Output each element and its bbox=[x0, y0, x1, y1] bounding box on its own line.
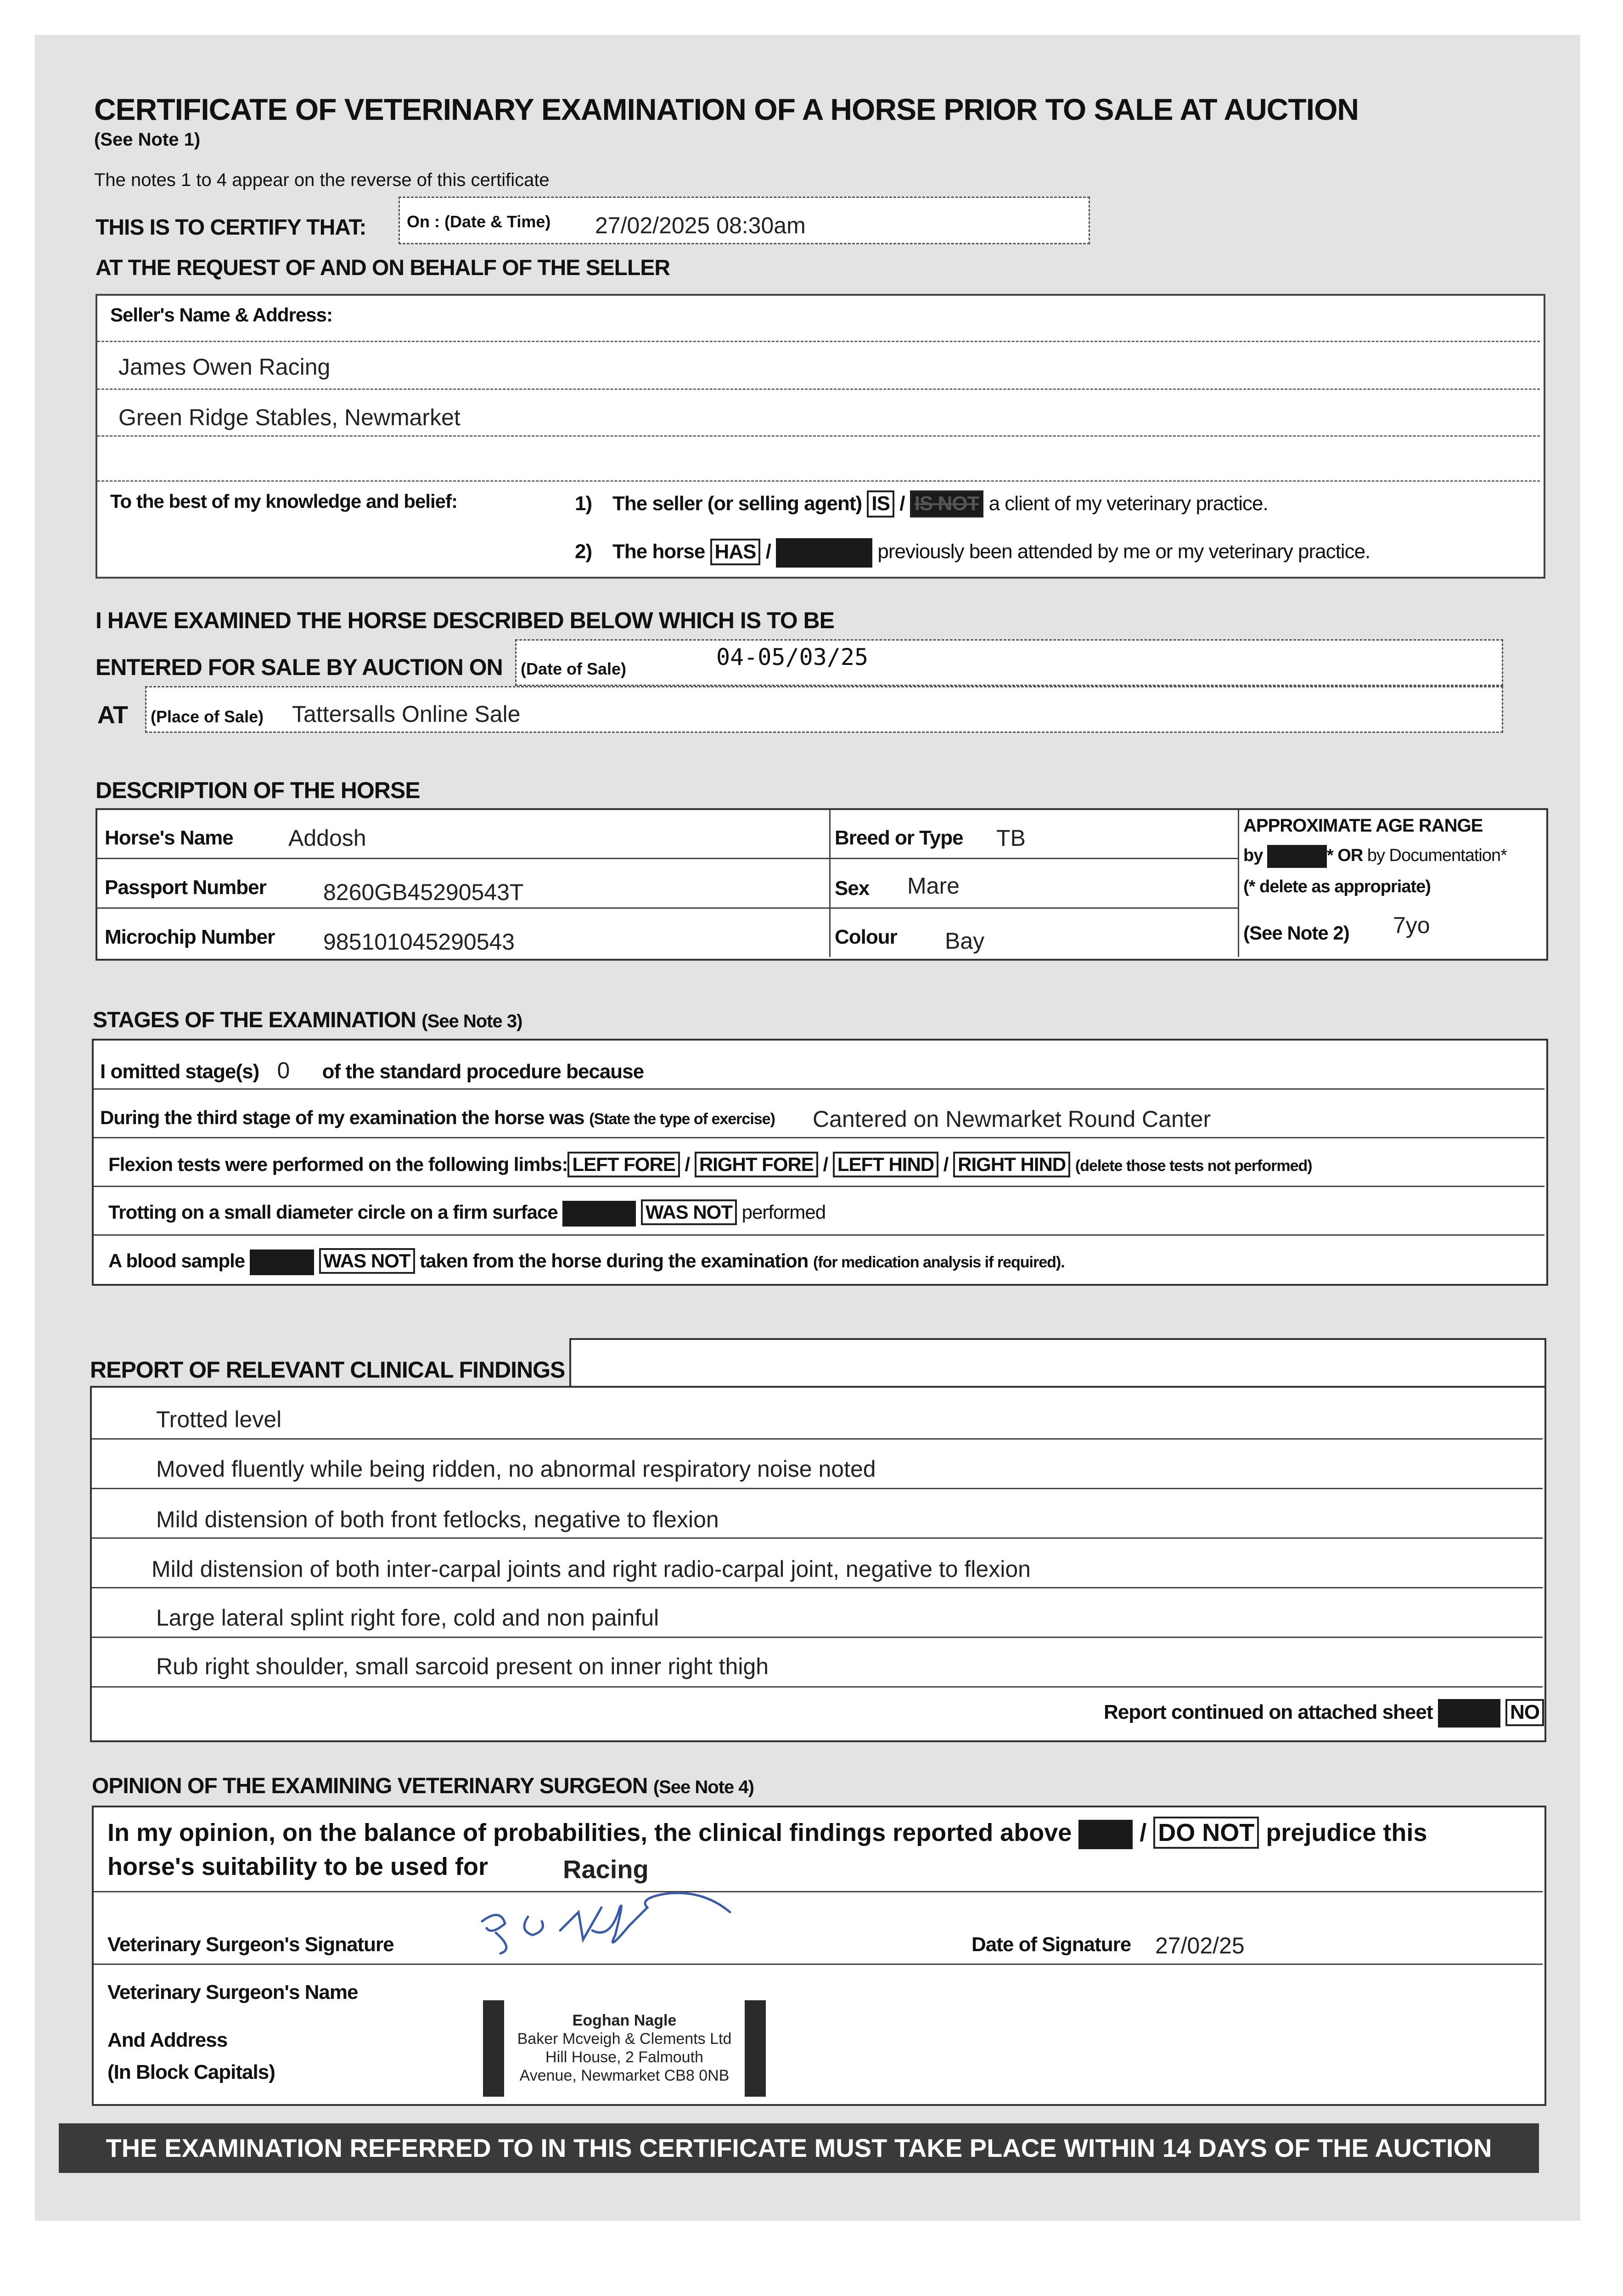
breed: TB bbox=[996, 825, 1026, 851]
vet-address-line: Avenue, Newmarket CB8 0NB bbox=[519, 2067, 730, 2084]
sex: Mare bbox=[907, 873, 960, 899]
certificate-title: CERTIFICATE OF VETERINARY EXAMINATION OF A HORSE PRIOR TO SALE AT AUCTION bbox=[94, 92, 1359, 126]
omitted-stages-line: I omitted stage(s) 0 of the standard procedure because bbox=[100, 1058, 644, 1083]
signature-scribble bbox=[473, 1880, 758, 1958]
block-capitals-label: (In Block Capitals) bbox=[107, 2061, 275, 2083]
left-hind-option[interactable]: LEFT HIND bbox=[833, 1152, 938, 1177]
is-not-option-struck[interactable]: IS NOT bbox=[910, 490, 984, 518]
seller-name: James Owen Racing bbox=[118, 354, 331, 380]
seller-client-statement: 1) The seller (or selling agent) IS / IS NOT a client of my veterinary practice. bbox=[575, 490, 1268, 518]
horse-name: Addosh bbox=[288, 825, 366, 851]
suitability-label: horse's suitability to be used for bbox=[107, 1853, 488, 1880]
is-option[interactable]: IS bbox=[867, 490, 894, 518]
redaction-block bbox=[562, 1201, 636, 1227]
sale-place: Tattersalls Online Sale bbox=[292, 701, 521, 727]
vet-practice: Baker Mcveigh & Clements Ltd bbox=[517, 2030, 732, 2048]
intended-use: Racing bbox=[563, 1855, 649, 1884]
notes-line: The notes 1 to 4 appear on the reverse of this certificate bbox=[94, 170, 550, 190]
do-not-option[interactable]: DO NOT bbox=[1153, 1817, 1259, 1849]
trotting-line: Trotting on a small diameter circle on a firm surface WAS NOT performed bbox=[108, 1199, 826, 1227]
place-label: (Place of Sale) bbox=[151, 707, 264, 726]
stamp-edge-right bbox=[745, 2000, 766, 2097]
report-continued-line: Report continued on attached sheet NO bbox=[1104, 1699, 1544, 1728]
finding-line: Mild distension of both front fetlocks, negative to flexion bbox=[156, 1507, 719, 1532]
age-see-note: (See Note 2) bbox=[1243, 922, 1349, 944]
signature-date-label: Date of Signature bbox=[972, 1933, 1131, 1956]
findings-header-box bbox=[569, 1338, 1546, 1390]
belief-label: To the best of my knowledge and belief: bbox=[110, 490, 457, 512]
examined-heading: I HAVE EXAMINED THE HORSE DESCRIBED BELOW WHICH IS TO BE bbox=[95, 608, 834, 633]
blood-sample-line: A blood sample WAS NOT taken from the horse during the examination (for medication analysis if required). bbox=[108, 1248, 1065, 1275]
finding-line: Mild distension of both inter-carpal joints and right radio-carpal joint, negative to flexion bbox=[152, 1556, 1031, 1582]
colour: Bay bbox=[945, 928, 985, 954]
blood-was-not-option[interactable]: WAS NOT bbox=[319, 1248, 415, 1274]
on-date-label: On : (Date & Time) bbox=[407, 212, 551, 231]
has-option[interactable]: HAS bbox=[710, 539, 761, 566]
exam-datetime: 27/02/2025 08:30am bbox=[595, 213, 806, 238]
flexion-line: Flexion tests were performed on the following limbs: LEFT FORE / RIGHT FORE / LEFT HIND / RIGHT HIND (delete those tests not performed) bbox=[108, 1152, 1312, 1177]
third-stage-exercise: Cantered on Newmarket Round Canter bbox=[813, 1106, 1211, 1132]
at-label: AT bbox=[97, 701, 128, 729]
horse-name-label: Horse's Name bbox=[105, 827, 233, 849]
signature-label: Veterinary Surgeon's Signature bbox=[107, 1933, 394, 1956]
right-hind-option[interactable]: RIGHT HIND bbox=[953, 1152, 1070, 1177]
microchip-number: 985101045290543 bbox=[323, 929, 515, 955]
finding-line: Large lateral splint right fore, cold and non painful bbox=[156, 1605, 659, 1631]
finding-line: Moved fluently while being ridden, no abnormal respiratory noise noted bbox=[156, 1456, 876, 1482]
signature-date: 27/02/25 bbox=[1155, 1933, 1245, 1958]
findings-heading: REPORT OF RELEVANT CLINICAL FINDINGS bbox=[90, 1357, 565, 1383]
seller-request-heading: AT THE REQUEST OF AND ON BEHALF OF THE SELLER bbox=[95, 256, 670, 280]
vet-name-label: Veterinary Surgeon's Name bbox=[107, 1981, 358, 2003]
sex-label: Sex bbox=[835, 877, 870, 900]
omitted-stages-value: 0 bbox=[277, 1058, 290, 1083]
see-note-1: (See Note 1) bbox=[94, 129, 201, 150]
certify-label: THIS IS TO CERTIFY THAT: bbox=[95, 215, 366, 240]
right-fore-option[interactable]: RIGHT FORE bbox=[695, 1152, 818, 1177]
vet-address-stamp bbox=[505, 2011, 744, 2085]
finding-line: Trotted level bbox=[156, 1407, 282, 1432]
opinion-heading: OPINION OF THE EXAMINING VETERINARY SURGEON (See Note 4) bbox=[92, 1774, 754, 1798]
finding-line: Rub right shoulder, small sarcoid present on inner right thigh bbox=[156, 1654, 769, 1679]
description-heading: DESCRIPTION OF THE HORSE bbox=[95, 777, 420, 803]
sale-date-label: (Date of Sale) bbox=[521, 659, 627, 678]
continued-no-option[interactable]: NO bbox=[1505, 1699, 1544, 1726]
vet-address-line: Hill House, 2 Falmouth bbox=[545, 2048, 703, 2066]
passport-number: 8260GB45290543T bbox=[323, 879, 524, 905]
redaction-block bbox=[1438, 1699, 1500, 1728]
age-delete-note: (* delete as appropriate) bbox=[1243, 877, 1431, 896]
footer-banner: THE EXAMINATION REFERRED TO IN THIS CERTIFICATE MUST TAKE PLACE WITHIN 14 DAYS OF THE AUCTION bbox=[59, 2123, 1539, 2173]
sale-date: 04-05/03/25 bbox=[716, 644, 869, 670]
stamp-edge-left bbox=[483, 2000, 504, 2097]
passport-label: Passport Number bbox=[105, 876, 266, 899]
vet-name: Eoghan Nagle bbox=[572, 2012, 677, 2029]
vet-address-label: And Address bbox=[107, 2029, 228, 2051]
sale-date-field bbox=[515, 639, 1503, 686]
redaction-block bbox=[1267, 845, 1327, 868]
redaction-block bbox=[1078, 1820, 1133, 1849]
age-by-line: by * OR by Documentation* bbox=[1243, 845, 1507, 868]
opinion-statement: In my opinion, on the balance of probabilities, the clinical findings reported above / DO NOT prejudice this bbox=[107, 1817, 1427, 1849]
sale-heading: ENTERED FOR SALE BY AUCTION ON bbox=[95, 654, 503, 680]
horse-attended-statement: 2) The horse HAS / previously been attended by me or my veterinary practice. bbox=[575, 538, 1370, 568]
redaction-block bbox=[776, 538, 872, 568]
redaction-block bbox=[250, 1249, 314, 1275]
trotting-was-not-option[interactable]: WAS NOT bbox=[641, 1199, 737, 1225]
breed-label: Breed or Type bbox=[835, 827, 963, 849]
left-fore-option[interactable]: LEFT FORE bbox=[567, 1152, 680, 1177]
microchip-label: Microchip Number bbox=[105, 926, 275, 948]
age-heading: APPROXIMATE AGE RANGE bbox=[1243, 816, 1483, 836]
third-stage-line: During the third stage of my examination the horse was (State the type of exercise) bbox=[100, 1107, 775, 1128]
seller-address: Green Ridge Stables, Newmarket bbox=[118, 405, 461, 430]
stages-heading: STAGES OF THE EXAMINATION (See Note 3) bbox=[93, 1008, 522, 1032]
seller-name-label: Seller's Name & Address: bbox=[110, 304, 332, 326]
colour-label: Colour bbox=[835, 926, 897, 948]
approximate-age: 7yo bbox=[1393, 912, 1430, 938]
